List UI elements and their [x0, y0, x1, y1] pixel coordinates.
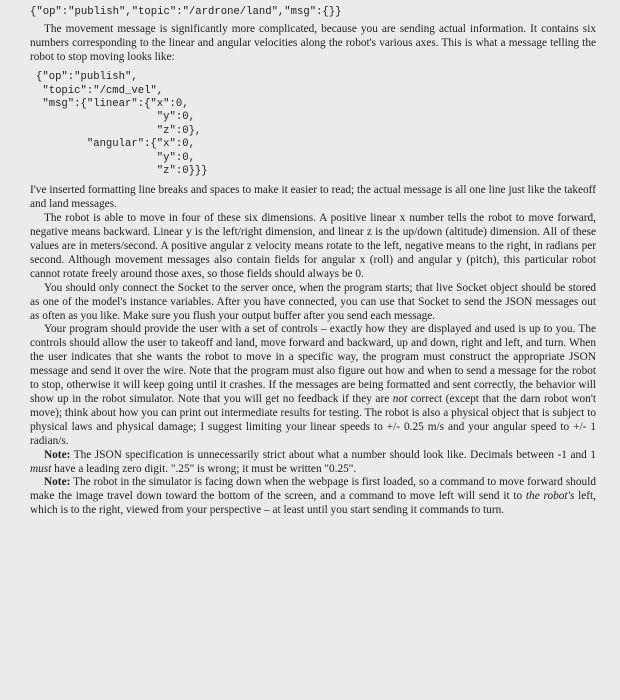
paragraph-user-controls: [30, 323, 596, 448]
controls-text-part-1: Your program should provide the user with a set of controls – exactly how they are displayed and used is up to you. The controls should allow the user to takeoff and land, move forward and backward, up and down, right and left, and turn. When the user indicates that she wants the robot to move in a specific way, the program must construct the appropriate JSON message and send it over the wire. Note that the program must also figure out how and when to send a message for the robot to stop, otherwise it will keep going until it crashes. If the messages are being formatted and sent correctly, the behavior will show up in the robot simulator. Note that you will get no feedback if they are: [30, 323, 596, 405]
note-label: Note:: [44, 448, 71, 461]
json-note-text-part-1: The JSON specification is unnecessarily strict about what a number should look like. Decimals between -1 and 1: [70, 448, 596, 461]
document-page: [30, 6, 596, 518]
paragraph-movement-dimensions: The robot is able to move in four of these six dimensions. A positive linear x number tells the robot to move forward, negative means backward. Linear y is the left/right dimension, and linear z is the up/down (altitude) dimension. All of these values are in meters/second. A positive angular z velocity means rotate to the left, negative means to the right, in radians per second. Although movement messages also contain fields for angular x (roll) and angular y (pitch), this particular robot cannot rotate freely around those axes, so those fields should always be 0.: [30, 212, 596, 280]
paragraph-simulator-orientation-note: [30, 476, 596, 518]
controls-emphasis-not: not: [392, 392, 408, 405]
json-note-text-part-2: have a leading zero digit. ".25" is wrong; it must be written "0.25".: [51, 462, 357, 475]
note-label: Note:: [44, 476, 71, 489]
land-message-code: {"op":"publish","topic":"/ardrone/land","msg":{}}: [30, 6, 342, 18]
json-note-emphasis-must: must: [30, 462, 52, 475]
controls-text-part-2: correct (except that the darn robot won't move); think about how you can print out intermediate results for testing. The robot is also a physical object that is subject to physical laws and physical damage; I suggest limiting your linear speeds to +/- 0.25 m/s and your angular speed to +/- 1 radian/s.: [30, 392, 596, 447]
paragraph-movement-message: The movement message is significantly more complicated, because you are sending actual information. It contains six numbers corresponding to the linear and angular velocities along the robot's various axes. This is what a message telling the robot to stop moving looks like:: [30, 23, 596, 64]
stop-message-code-block: {"op":"publish", "topic":"/cmd_vel", "msg":{"linear":{"x":0, "y":0, "z":0}, "angular":{"x":0, "y":0, "z":0}}}: [36, 71, 208, 177]
paragraph-json-number-note: [30, 449, 596, 477]
simulator-note-emphasis: the robot's: [525, 490, 575, 503]
paragraph-formatting-note: I've inserted formatting line breaks and spaces to make it easier to read; the actual message is all one line just like the takeoff and land messages.: [30, 184, 596, 211]
paragraph-socket-connection: You should only connect the Socket to the server once, when the program starts; that live Socket object should be stored as one of the model's instance variables. After you have connected, you can use that Socket to send the JSON messages out as often as you like. Make sure you flush your output buffer after you send each message.: [30, 281, 596, 322]
simulator-note-text-part-2: left, which is to the right, viewed from your perspective – at least until you start sending it commands to turn.: [30, 490, 596, 517]
simulator-note-text-part-1: The robot in the simulator is facing down when the webpage is first loaded, so a command to move forward should make the image travel down toward the bottom of the screen, and a command to move left will send it to: [30, 476, 596, 503]
